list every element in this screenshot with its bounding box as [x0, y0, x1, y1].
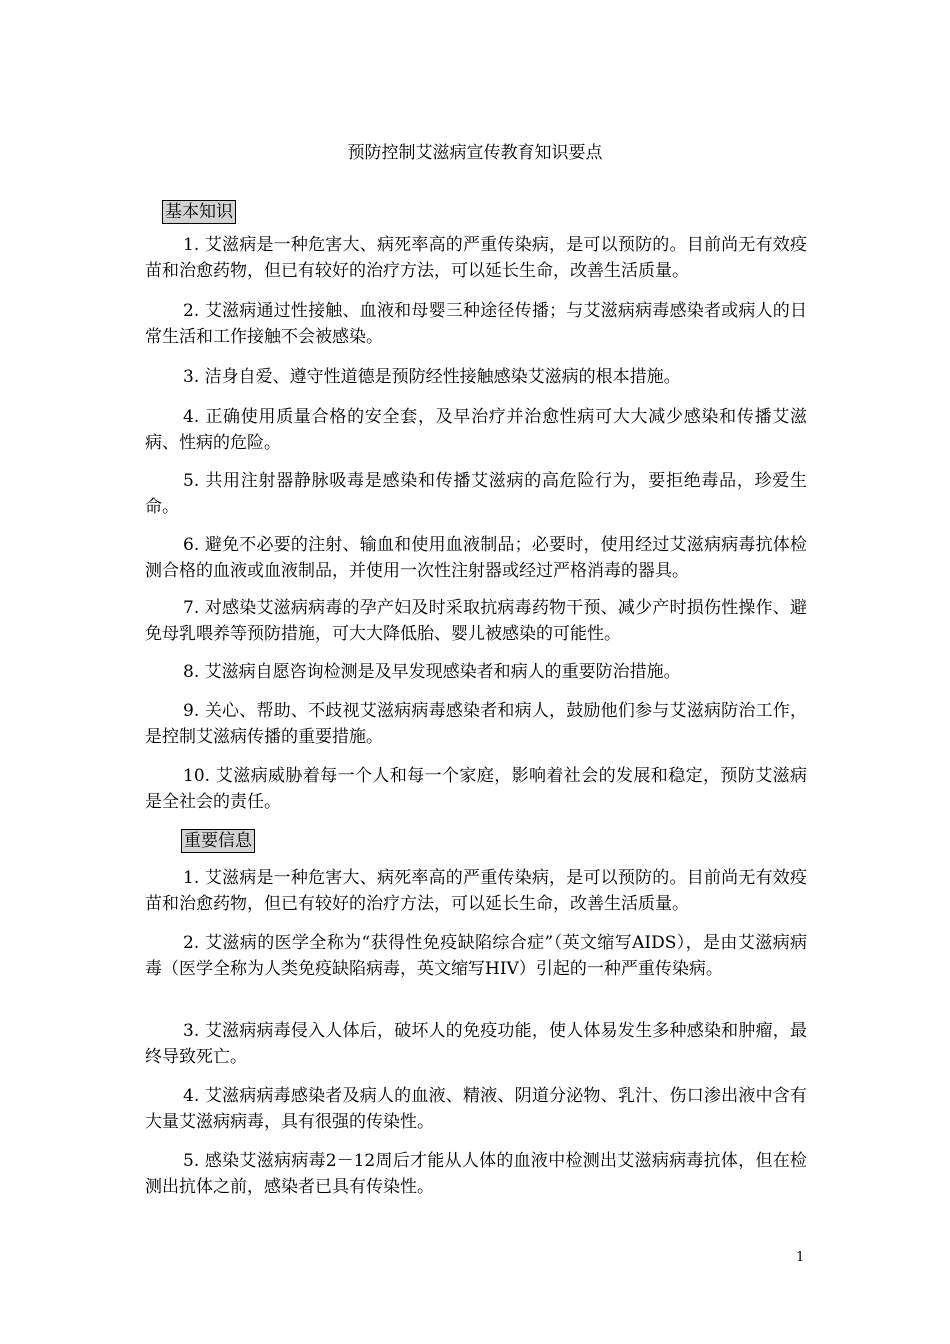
- section-heading-key-information: 重要信息: [181, 829, 255, 853]
- key-item-5: 5. 感染艾滋病病毒2－12周后才能从人体的血液中检测出艾滋病病毒抗体，但在检测出抗体之前，感染者已具有传染性。: [145, 1151, 807, 1197]
- basic-item-2: 2. 艾滋病通过性接触、血液和母婴三种途径传播；与艾滋病病毒感染者或病人的日常生活和工作接触不会被感染。: [145, 301, 807, 347]
- key-item-1: 1. 艾滋病是一种危害大、病死率高的严重传染病，是可以预防的。目前尚无有效疫苗和治愈药物，但已有较好的治疗方法，可以延长生命，改善生活质量。: [145, 868, 807, 914]
- basic-item-3: 3. 洁身自爱、遵守性道德是预防经性接触感染艾滋病的根本措施。: [183, 367, 681, 387]
- basic-item-5: 5. 共用注射器静脉吸毒是感染和传播艾滋病的高危险行为，要拒绝毒品，珍爱生命。: [145, 471, 807, 517]
- basic-item-4: 4. 正确使用质量合格的安全套，及早治疗并治愈性病可大大减少感染和传播艾滋病、性病的危险。: [145, 407, 807, 453]
- section-heading-basic-knowledge: 基本知识: [162, 200, 236, 224]
- key-item-2: 2. 艾滋病的医学全称为“获得性免疫缺陷综合症”（英文缩写AIDS），是由艾滋病病毒（医学全称为人类免疫缺陷病毒，英文缩写HIV）引起的一种严重传染病。: [145, 933, 807, 979]
- key-item-4: 4. 艾滋病病毒感染者及病人的血液、精液、阴道分泌物、乳汁、伤口渗出液中含有大量艾滋病病毒，具有很强的传染性。: [145, 1086, 807, 1132]
- key-item-3: 3. 艾滋病病毒侵入人体后，破坏人的免疫功能，使人体易发生多种感染和肿瘤，最终导致死亡。: [145, 1021, 807, 1067]
- basic-item-8: 8. 艾滋病自愿咨询检测是及早发现感染者和病人的重要防治措施。: [183, 662, 681, 682]
- page-number: 1: [796, 1250, 805, 1265]
- basic-item-9: 9. 关心、帮助、不歧视艾滋病病毒感染者和病人，鼓励他们参与艾滋病防治工作，是控制艾滋病传播的重要措施。: [145, 701, 807, 747]
- basic-item-10: 10. 艾滋病威胁着每一个人和每一个家庭，影响着社会的发展和稳定，预防艾滋病是全社会的责任。: [145, 766, 807, 812]
- document-title: 预防控制艾滋病宣传教育知识要点: [347, 143, 603, 163]
- basic-item-7: 7. 对感染艾滋病病毒的孕产妇及时采取抗病毒药物干预、减少产时损伤性操作、避免母乳喂养等预防措施，可大大降低胎、婴儿被感染的可能性。: [145, 598, 807, 644]
- basic-item-6: 6. 避免不必要的注射、输血和使用血液制品；必要时，使用经过艾滋病病毒抗体检测合格的血液或血液制品，并使用一次性注射器或经过严格消毒的器具。: [145, 535, 807, 581]
- basic-item-1: 1. 艾滋病是一种危害大、病死率高的严重传染病，是可以预防的。目前尚无有效疫苗和治愈药物，但已有较好的治疗方法，可以延长生命，改善生活质量。: [145, 235, 807, 281]
